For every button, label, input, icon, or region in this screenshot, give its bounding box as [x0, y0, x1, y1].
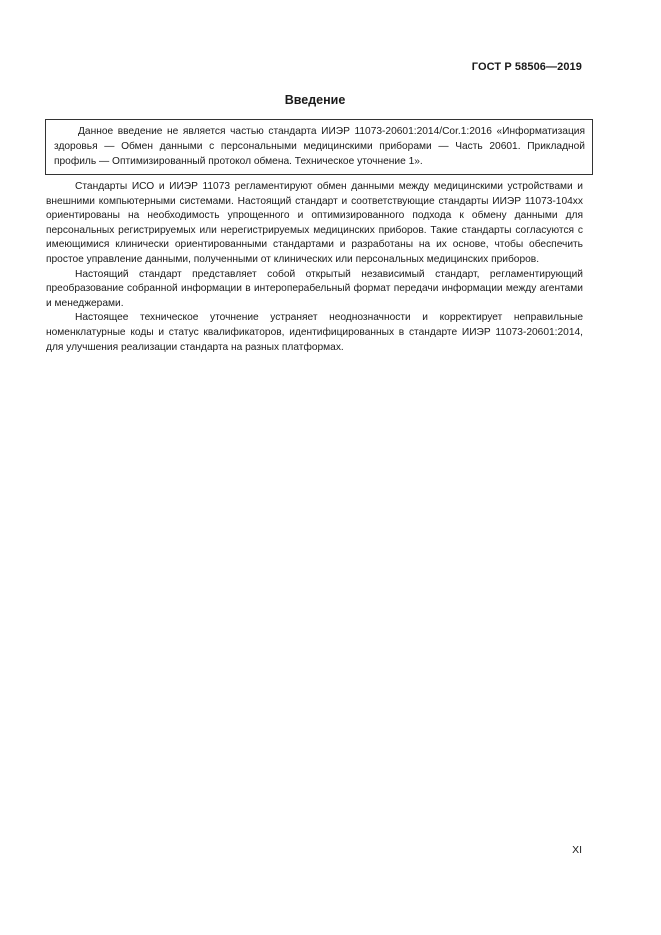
- paragraph: Настоящий стандарт представляет собой открытый независимый стандарт, регламентирующий преобразование собранной информации в интероперабельный формат передачи информации между агентами и менеджерами.: [46, 268, 583, 309]
- notice-text: Данное введение не является частью стандарта ИИЭР 11073-20601:2014/Cor.1:2016 «Информатизация здоровья — Обмен данными с персональными медицинскими приборами — Часть 20601. Прикладной профиль — Оптимизированный протокол обмена. Техническое уточнение 1».: [54, 126, 585, 168]
- section-title: Введение: [284, 93, 346, 107]
- page-number: XI: [572, 844, 582, 856]
- notice-box: [45, 119, 593, 175]
- body-text: [46, 180, 583, 355]
- paragraph: Стандарты ИСО и ИИЭР 11073 регламентируют обмен данными между медицинскими устройствами и внешними компьютерными системами. Настоящий стандарт и соответствующие стандарты ИИЭР 11073-104xx ориентированы на необходимость упрощенного и оптимизированного подхода к обмену данными для персональных регистрируемых или нерегистрируемых медицинских приборов. Такие стандарты согласуются с имеющимися клинически ориентированными стандартами и разработаны на их основе, чтобы обеспечить простое управление данными, полученными от клинических или персональных медицинских приборов.: [46, 181, 583, 265]
- standard-code: ГОСТ Р 58506—2019: [471, 61, 582, 73]
- paragraph: Настоящее техническое уточнение устраняет неоднозначности и корректирует неправильные номенклатурные коды и статус квалификаторов, идентифицированных в стандарте ИИЭР 11073-20601:2014, для улучшения реализации стандарта на разных платформах.: [46, 312, 583, 353]
